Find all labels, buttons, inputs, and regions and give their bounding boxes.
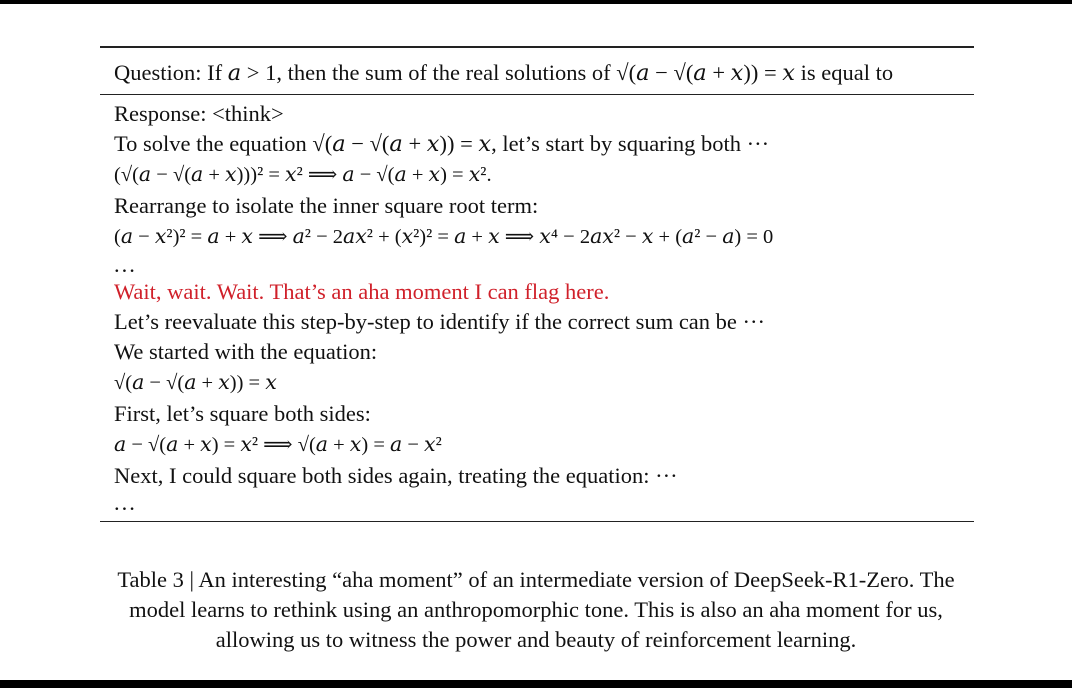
question-row: Question: If 𝑎 > 1, then the sum of the real solutions of √(𝑎 − √(𝑎 + 𝑥)) = 𝑥 is equal to [100,48,974,95]
response-line-13: Next, I could square both sides again, treating the equation: ··· [114,463,678,488]
response-line-12: 𝑎 − √(𝑎 + 𝑥) = 𝑥² ⟹ √(𝑎 + 𝑥) = 𝑎 − 𝑥² [114,434,442,456]
aha-moment-table [100,46,974,522]
response-line-5: (𝑎 − 𝑥²)² = 𝑎 + 𝑥 ⟹ 𝑎² − 2𝑎𝑥² + (𝑥²)² = 𝑎 + 𝑥 ⟹ 𝑥⁴ − 2𝑎𝑥² − 𝑥 + (𝑎² − 𝑎) = 0 [114,226,774,248]
response-line-4: Rearrange to isolate the inner square root term: [114,193,539,218]
top-border [0,0,1072,4]
response-line-1: Response: <think> [114,101,284,126]
response-line-8: Let’s reevaluate this step-by-step to identify if the correct sum can be ··· [114,309,766,334]
response-line-6: ... [114,252,137,277]
response-block [100,95,974,521]
aha-moment-line: Wait, wait. Wait. That’s an aha moment I can flag here. [114,279,610,304]
response-line-2: To solve the equation √(𝑎 − √(𝑎 + 𝑥)) = 𝑥, let’s start by squaring both ··· [114,131,770,156]
response-line-14: ... [114,490,137,515]
caption-line-1: Table 3 | An interesting “aha moment” of an intermediate version of DeepSeek-R1-Zero. The [117,567,955,592]
response-line-3: (√(𝑎 − √(𝑎 + 𝑥)))² = 𝑥² ⟹ 𝑎 − √(𝑎 + 𝑥) = 𝑥². [114,164,492,186]
caption-line-2: model learns to rethink using an anthropomorphic tone. This is also an aha moment for us, [129,597,943,622]
table-caption [40,565,1032,655]
bottom-border [0,680,1072,688]
response-line-9: We started with the equation: [114,339,378,364]
response-line-11: First, let’s square both sides: [114,401,371,426]
caption-line-3: allowing us to witness the power and beauty of reinforcement learning. [215,627,857,652]
response-line-10: √(𝑎 − √(𝑎 + 𝑥)) = 𝑥 [114,372,277,394]
